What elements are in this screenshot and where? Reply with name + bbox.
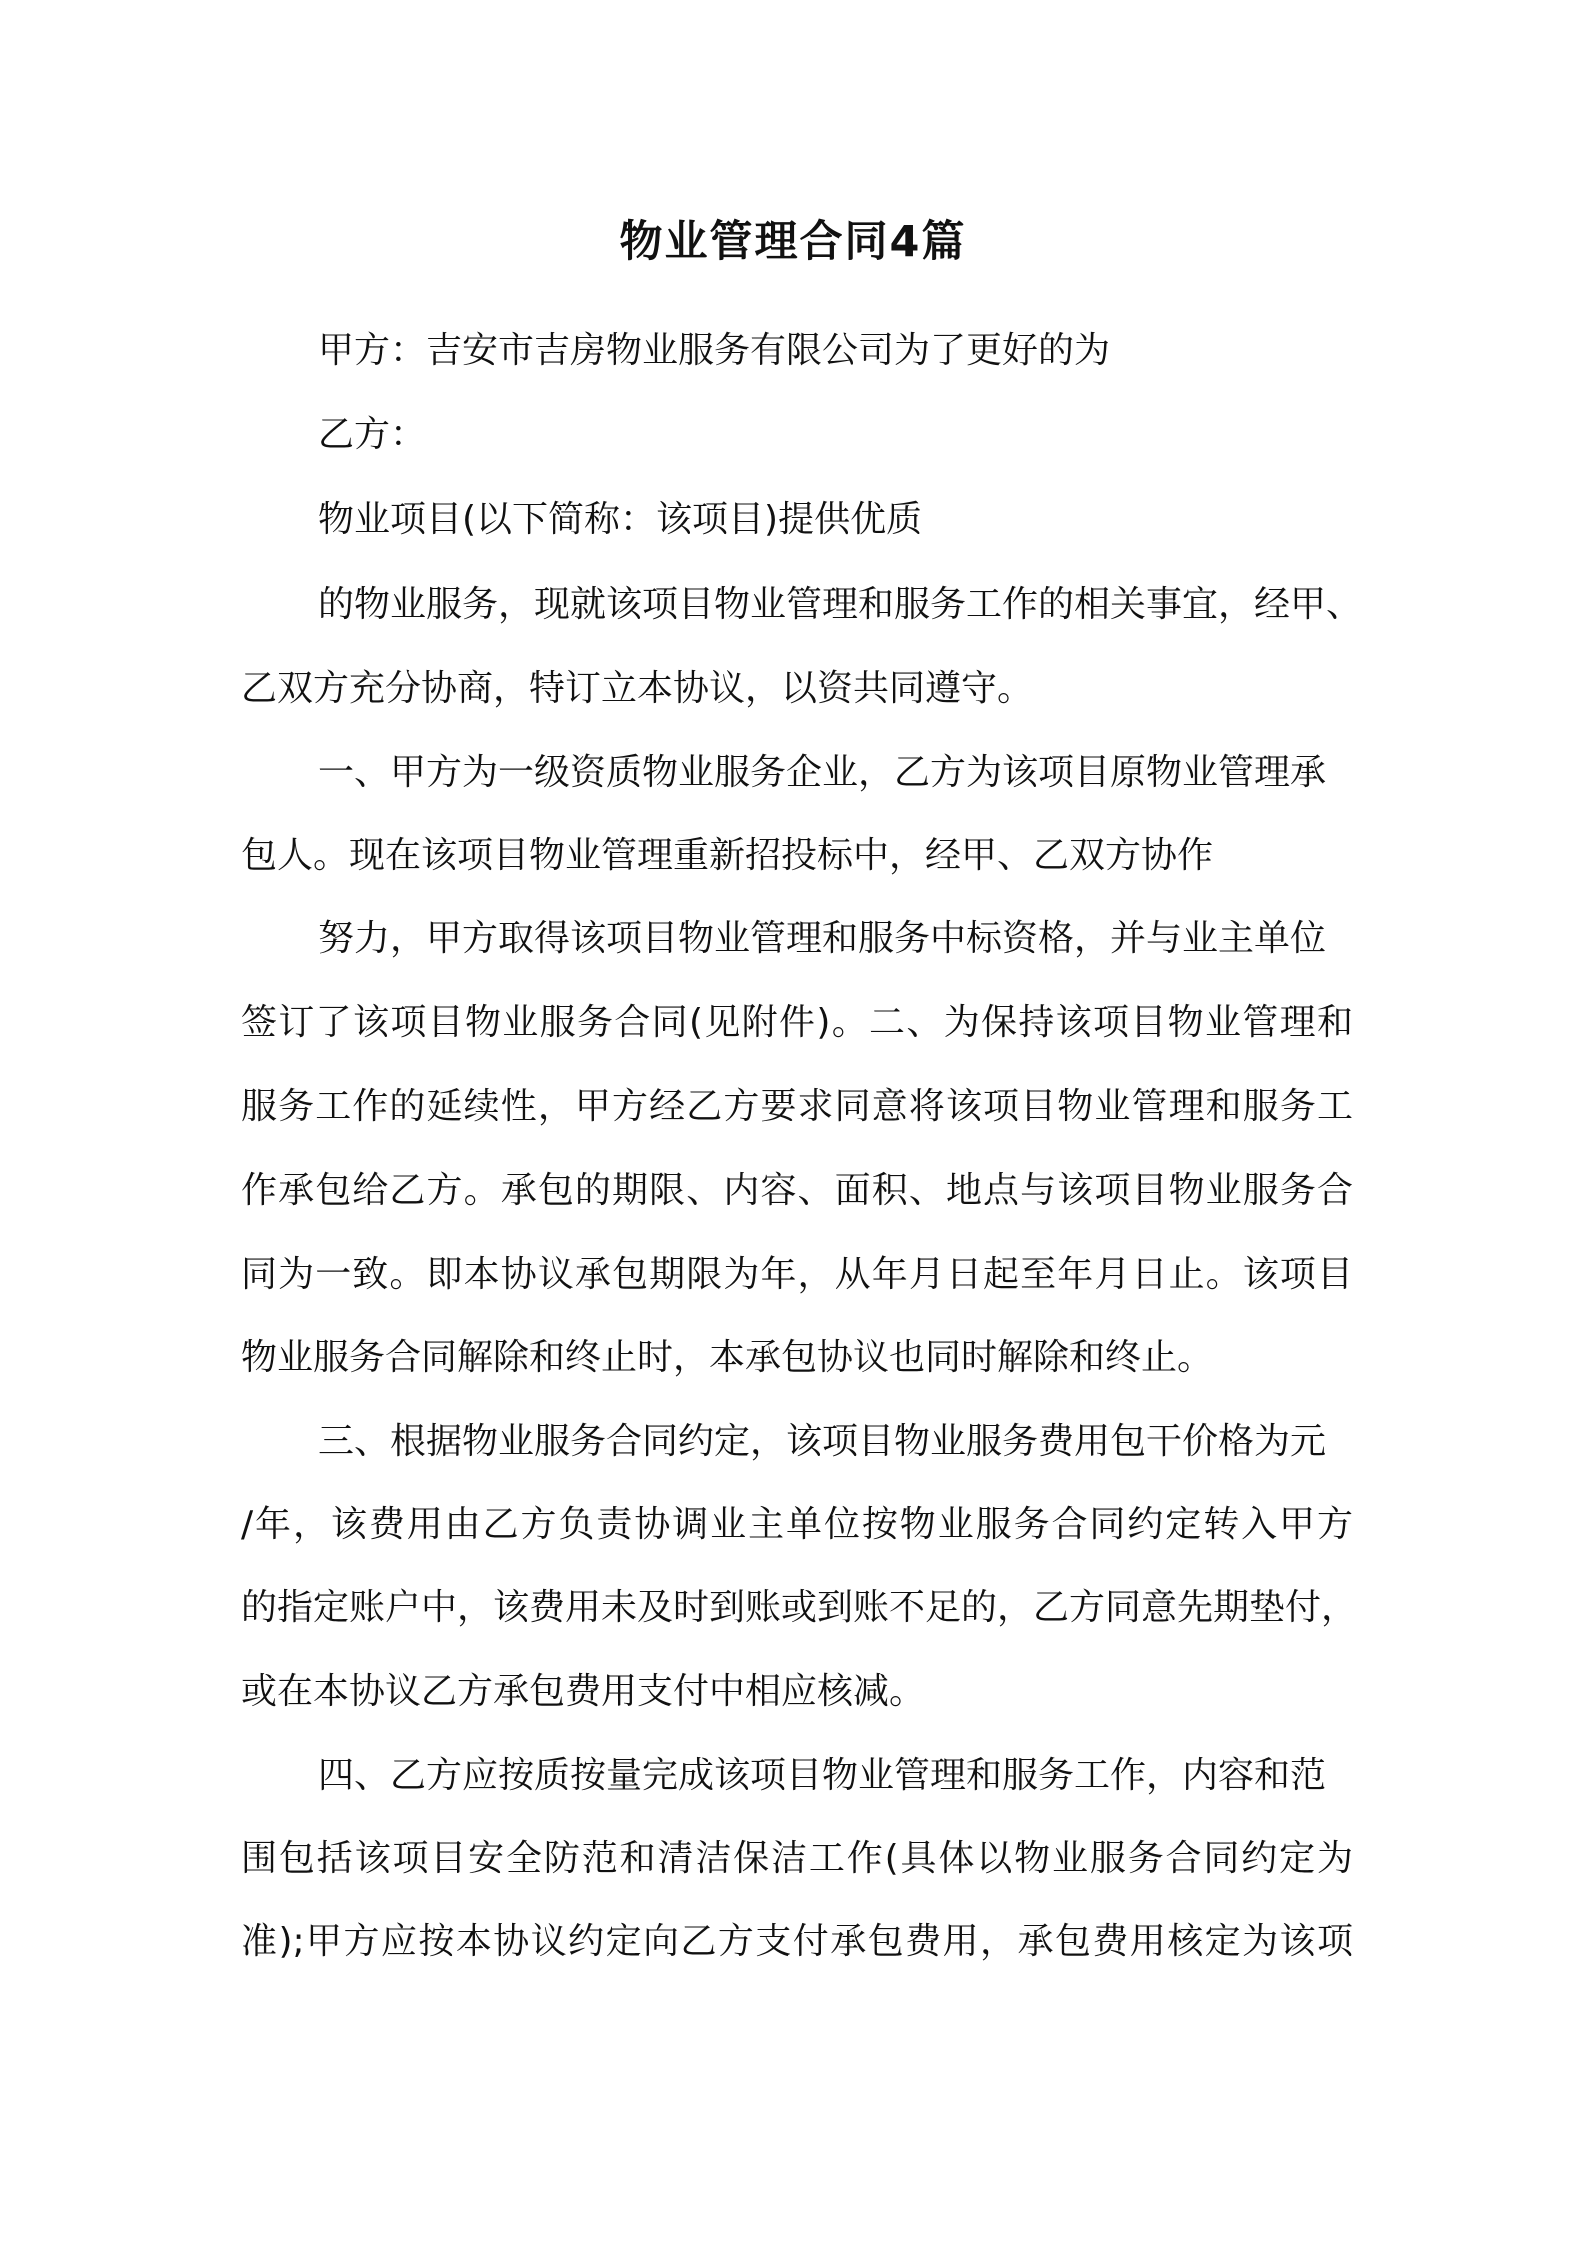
- text-line: 物业服务合同解除和终止时，本承包协议也同时解除和终止。: [241, 1337, 1214, 1378]
- text-line: 物业项目(以下简称：该项目)提供优质: [318, 499, 923, 540]
- text-line: 同为一致。即本协议承包期限为年，从年月日起至年月日止。该项目: [241, 1254, 1353, 1295]
- text-line: 服务工作的延续性，甲方经乙方要求同意将该项目物业管理和服务工: [241, 1086, 1353, 1127]
- text-line: 包人。现在该项目物业管理重新招投标中，经甲、乙双方协作: [241, 835, 1214, 876]
- text-line: 的物业服务，现就该项目物业管理和服务工作的相关事宜，经甲、: [318, 584, 1363, 625]
- text-line: 努力，甲方取得该项目物业管理和服务中标资格，并与业主单位: [318, 918, 1327, 959]
- text-line: 签订了该项目物业服务合同(见附件)。二、为保持该项目物业管理和: [241, 1002, 1353, 1043]
- text-line: 的指定账户中，该费用未及时到账或到账不足的，乙方同意先期垫付，: [241, 1587, 1358, 1628]
- text-line: 准);甲方应按本协议约定向乙方支付承包费用，承包费用核定为该项: [241, 1921, 1353, 1962]
- text-line: 乙双方充分协商，特订立本协议，以资共同遵守。: [241, 668, 1034, 709]
- text-line: 或在本协议乙方承包费用支付中相应核减。: [241, 1671, 926, 1712]
- document-title: 物业管理合同4篇: [619, 217, 967, 267]
- text-line: 作承包给乙方。承包的期限、内容、面积、地点与该项目物业服务合: [241, 1170, 1353, 1211]
- text-line: /年，该费用由乙方负责协调业主单位按物业服务合同约定转入甲方: [241, 1504, 1353, 1545]
- text-line: 围包括该项目安全防范和清洁保洁工作(具体以物业服务合同约定为: [241, 1838, 1353, 1879]
- text-line: 一、甲方为一级资质物业服务企业，乙方为该项目原物业管理承: [318, 752, 1327, 793]
- text-line: 乙方：: [318, 414, 427, 455]
- text-line: 三、根据物业服务合同约定，该项目物业服务费用包干价格为元: [318, 1421, 1327, 1462]
- text-line: 四、乙方应按质按量完成该项目物业管理和服务工作，内容和范: [318, 1755, 1327, 1796]
- text-line: 甲方：吉安市吉房物业服务有限公司为了更好的为: [318, 330, 1111, 371]
